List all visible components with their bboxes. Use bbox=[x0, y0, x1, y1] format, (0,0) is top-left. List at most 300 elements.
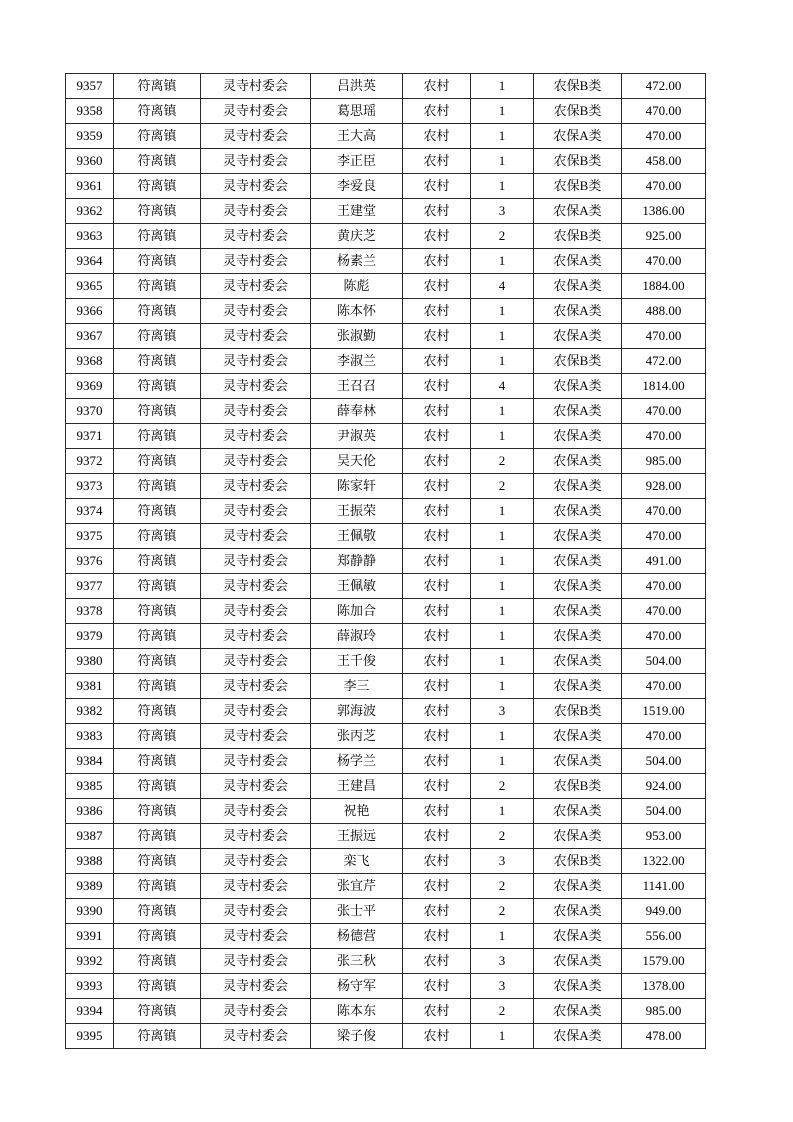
person-count-cell: 1 bbox=[471, 349, 534, 374]
insurance-category-cell: 农保A类 bbox=[534, 624, 622, 649]
amount-cell: 470.00 bbox=[622, 499, 706, 524]
household-type-cell: 农村 bbox=[403, 449, 471, 474]
serial-cell: 9365 bbox=[66, 274, 114, 299]
table-row bbox=[66, 249, 706, 274]
amount-cell: 928.00 bbox=[622, 474, 706, 499]
insurance-category-cell: 农保B类 bbox=[534, 224, 622, 249]
serial-cell: 9364 bbox=[66, 249, 114, 274]
table-row bbox=[66, 574, 706, 599]
village-cell: 灵寺村委会 bbox=[201, 974, 311, 999]
table-row bbox=[66, 549, 706, 574]
amount-cell: 488.00 bbox=[622, 299, 706, 324]
amount-cell: 470.00 bbox=[622, 124, 706, 149]
insurance-category-cell: 农保A类 bbox=[534, 724, 622, 749]
insurance-category-cell: 农保B类 bbox=[534, 699, 622, 724]
village-cell: 灵寺村委会 bbox=[201, 99, 311, 124]
table-row bbox=[66, 899, 706, 924]
insurance-category-cell: 农保A类 bbox=[534, 449, 622, 474]
household-type-cell: 农村 bbox=[403, 274, 471, 299]
serial-cell: 9377 bbox=[66, 574, 114, 599]
town-cell: 符离镇 bbox=[114, 749, 201, 774]
table-row bbox=[66, 474, 706, 499]
household-type-cell: 农村 bbox=[403, 999, 471, 1024]
serial-cell: 9392 bbox=[66, 949, 114, 974]
village-cell: 灵寺村委会 bbox=[201, 749, 311, 774]
person-count-cell: 1 bbox=[471, 424, 534, 449]
serial-cell: 9390 bbox=[66, 899, 114, 924]
name-cell: 王建昌 bbox=[311, 774, 403, 799]
town-cell: 符离镇 bbox=[114, 999, 201, 1024]
town-cell: 符离镇 bbox=[114, 174, 201, 199]
household-type-cell: 农村 bbox=[403, 124, 471, 149]
name-cell: 王振远 bbox=[311, 824, 403, 849]
serial-cell: 9369 bbox=[66, 374, 114, 399]
name-cell: 陈彪 bbox=[311, 274, 403, 299]
village-cell: 灵寺村委会 bbox=[201, 624, 311, 649]
town-cell: 符离镇 bbox=[114, 974, 201, 999]
name-cell: 张丙芝 bbox=[311, 724, 403, 749]
table-row bbox=[66, 824, 706, 849]
town-cell: 符离镇 bbox=[114, 824, 201, 849]
name-cell: 杨学兰 bbox=[311, 749, 403, 774]
household-type-cell: 农村 bbox=[403, 374, 471, 399]
table-row bbox=[66, 524, 706, 549]
table-row bbox=[66, 749, 706, 774]
insurance-category-cell: 农保B类 bbox=[534, 99, 622, 124]
village-cell: 灵寺村委会 bbox=[201, 274, 311, 299]
name-cell: 郑静静 bbox=[311, 549, 403, 574]
household-type-cell: 农村 bbox=[403, 574, 471, 599]
table-row bbox=[66, 299, 706, 324]
table-row bbox=[66, 274, 706, 299]
village-cell: 灵寺村委会 bbox=[201, 74, 311, 99]
amount-cell: 458.00 bbox=[622, 149, 706, 174]
person-count-cell: 3 bbox=[471, 949, 534, 974]
person-count-cell: 1 bbox=[471, 74, 534, 99]
person-count-cell: 3 bbox=[471, 699, 534, 724]
person-count-cell: 1 bbox=[471, 724, 534, 749]
table-row bbox=[66, 774, 706, 799]
amount-cell: 1378.00 bbox=[622, 974, 706, 999]
village-cell: 灵寺村委会 bbox=[201, 374, 311, 399]
table-row bbox=[66, 849, 706, 874]
insurance-category-cell: 农保B类 bbox=[534, 349, 622, 374]
serial-cell: 9391 bbox=[66, 924, 114, 949]
household-type-cell: 农村 bbox=[403, 474, 471, 499]
town-cell: 符离镇 bbox=[114, 499, 201, 524]
person-count-cell: 4 bbox=[471, 374, 534, 399]
household-type-cell: 农村 bbox=[403, 524, 471, 549]
insurance-category-cell: 农保A类 bbox=[534, 674, 622, 699]
amount-cell: 478.00 bbox=[622, 1024, 706, 1049]
table-row bbox=[66, 374, 706, 399]
village-cell: 灵寺村委会 bbox=[201, 924, 311, 949]
village-cell: 灵寺村委会 bbox=[201, 724, 311, 749]
serial-cell: 9374 bbox=[66, 499, 114, 524]
person-count-cell: 1 bbox=[471, 299, 534, 324]
person-count-cell: 1 bbox=[471, 799, 534, 824]
table-row bbox=[66, 399, 706, 424]
serial-cell: 9385 bbox=[66, 774, 114, 799]
town-cell: 符离镇 bbox=[114, 774, 201, 799]
town-cell: 符离镇 bbox=[114, 224, 201, 249]
amount-cell: 470.00 bbox=[622, 674, 706, 699]
person-count-cell: 1 bbox=[471, 599, 534, 624]
village-cell: 灵寺村委会 bbox=[201, 524, 311, 549]
insurance-category-cell: 农保A类 bbox=[534, 249, 622, 274]
name-cell: 王佩敏 bbox=[311, 574, 403, 599]
insurance-category-cell: 农保A类 bbox=[534, 299, 622, 324]
amount-cell: 556.00 bbox=[622, 924, 706, 949]
town-cell: 符离镇 bbox=[114, 924, 201, 949]
household-type-cell: 农村 bbox=[403, 749, 471, 774]
table-row bbox=[66, 724, 706, 749]
household-type-cell: 农村 bbox=[403, 549, 471, 574]
amount-cell: 470.00 bbox=[622, 324, 706, 349]
serial-cell: 9378 bbox=[66, 599, 114, 624]
name-cell: 王千俊 bbox=[311, 649, 403, 674]
table-row bbox=[66, 424, 706, 449]
table-row bbox=[66, 99, 706, 124]
person-count-cell: 4 bbox=[471, 274, 534, 299]
table-row bbox=[66, 699, 706, 724]
village-cell: 灵寺村委会 bbox=[201, 699, 311, 724]
amount-cell: 1519.00 bbox=[622, 699, 706, 724]
town-cell: 符离镇 bbox=[114, 374, 201, 399]
village-cell: 灵寺村委会 bbox=[201, 874, 311, 899]
insurance-category-cell: 农保A类 bbox=[534, 199, 622, 224]
insurance-category-cell: 农保A类 bbox=[534, 549, 622, 574]
village-cell: 灵寺村委会 bbox=[201, 149, 311, 174]
serial-cell: 9394 bbox=[66, 999, 114, 1024]
household-type-cell: 农村 bbox=[403, 899, 471, 924]
serial-cell: 9357 bbox=[66, 74, 114, 99]
person-count-cell: 1 bbox=[471, 249, 534, 274]
amount-cell: 470.00 bbox=[622, 424, 706, 449]
amount-cell: 1579.00 bbox=[622, 949, 706, 974]
name-cell: 梁子俊 bbox=[311, 1024, 403, 1049]
table-body bbox=[66, 74, 706, 1049]
person-count-cell: 1 bbox=[471, 924, 534, 949]
serial-cell: 9366 bbox=[66, 299, 114, 324]
insurance-category-cell: 农保A类 bbox=[534, 1024, 622, 1049]
household-type-cell: 农村 bbox=[403, 349, 471, 374]
town-cell: 符离镇 bbox=[114, 399, 201, 424]
amount-cell: 470.00 bbox=[622, 249, 706, 274]
town-cell: 符离镇 bbox=[114, 74, 201, 99]
name-cell: 王佩敬 bbox=[311, 524, 403, 549]
amount-cell: 470.00 bbox=[622, 99, 706, 124]
serial-cell: 9370 bbox=[66, 399, 114, 424]
insurance-category-cell: 农保A类 bbox=[534, 949, 622, 974]
person-count-cell: 2 bbox=[471, 999, 534, 1024]
amount-cell: 472.00 bbox=[622, 74, 706, 99]
household-type-cell: 农村 bbox=[403, 399, 471, 424]
insurance-category-cell: 农保A类 bbox=[534, 399, 622, 424]
village-cell: 灵寺村委会 bbox=[201, 824, 311, 849]
serial-cell: 9373 bbox=[66, 474, 114, 499]
serial-cell: 9393 bbox=[66, 974, 114, 999]
insurance-category-cell: 农保A类 bbox=[534, 974, 622, 999]
name-cell: 薛淑玲 bbox=[311, 624, 403, 649]
village-cell: 灵寺村委会 bbox=[201, 999, 311, 1024]
town-cell: 符离镇 bbox=[114, 349, 201, 374]
table-row bbox=[66, 199, 706, 224]
person-count-cell: 1 bbox=[471, 649, 534, 674]
name-cell: 陈家轩 bbox=[311, 474, 403, 499]
insurance-category-cell: 农保A类 bbox=[534, 374, 622, 399]
serial-cell: 9375 bbox=[66, 524, 114, 549]
insurance-category-cell: 农保A类 bbox=[534, 899, 622, 924]
person-count-cell: 2 bbox=[471, 899, 534, 924]
data-table bbox=[65, 73, 706, 1049]
amount-cell: 504.00 bbox=[622, 649, 706, 674]
village-cell: 灵寺村委会 bbox=[201, 599, 311, 624]
amount-cell: 1814.00 bbox=[622, 374, 706, 399]
insurance-category-cell: 农保A类 bbox=[534, 324, 622, 349]
household-type-cell: 农村 bbox=[403, 599, 471, 624]
town-cell: 符离镇 bbox=[114, 649, 201, 674]
amount-cell: 470.00 bbox=[622, 624, 706, 649]
household-type-cell: 农村 bbox=[403, 724, 471, 749]
amount-cell: 470.00 bbox=[622, 174, 706, 199]
name-cell: 郭海波 bbox=[311, 699, 403, 724]
insurance-category-cell: 农保A类 bbox=[534, 824, 622, 849]
town-cell: 符离镇 bbox=[114, 624, 201, 649]
town-cell: 符离镇 bbox=[114, 549, 201, 574]
insurance-category-cell: 农保B类 bbox=[534, 774, 622, 799]
amount-cell: 1884.00 bbox=[622, 274, 706, 299]
insurance-category-cell: 农保A类 bbox=[534, 999, 622, 1024]
town-cell: 符离镇 bbox=[114, 899, 201, 924]
name-cell: 张宜芹 bbox=[311, 874, 403, 899]
insurance-category-cell: 农保A类 bbox=[534, 749, 622, 774]
village-cell: 灵寺村委会 bbox=[201, 949, 311, 974]
name-cell: 栾飞 bbox=[311, 849, 403, 874]
table-row bbox=[66, 599, 706, 624]
amount-cell: 470.00 bbox=[622, 599, 706, 624]
town-cell: 符离镇 bbox=[114, 599, 201, 624]
household-type-cell: 农村 bbox=[403, 174, 471, 199]
serial-cell: 9389 bbox=[66, 874, 114, 899]
insurance-category-cell: 农保A类 bbox=[534, 924, 622, 949]
household-type-cell: 农村 bbox=[403, 699, 471, 724]
village-cell: 灵寺村委会 bbox=[201, 174, 311, 199]
town-cell: 符离镇 bbox=[114, 949, 201, 974]
household-type-cell: 农村 bbox=[403, 99, 471, 124]
serial-cell: 9384 bbox=[66, 749, 114, 774]
household-type-cell: 农村 bbox=[403, 149, 471, 174]
name-cell: 吴天伦 bbox=[311, 449, 403, 474]
amount-cell: 470.00 bbox=[622, 524, 706, 549]
person-count-cell: 3 bbox=[471, 974, 534, 999]
person-count-cell: 2 bbox=[471, 774, 534, 799]
name-cell: 杨德营 bbox=[311, 924, 403, 949]
serial-cell: 9381 bbox=[66, 674, 114, 699]
person-count-cell: 1 bbox=[471, 149, 534, 174]
person-count-cell: 2 bbox=[471, 874, 534, 899]
village-cell: 灵寺村委会 bbox=[201, 199, 311, 224]
village-cell: 灵寺村委会 bbox=[201, 849, 311, 874]
name-cell: 张士平 bbox=[311, 899, 403, 924]
name-cell: 祝艳 bbox=[311, 799, 403, 824]
person-count-cell: 3 bbox=[471, 199, 534, 224]
table-row bbox=[66, 649, 706, 674]
household-type-cell: 农村 bbox=[403, 649, 471, 674]
town-cell: 符离镇 bbox=[114, 699, 201, 724]
table-row bbox=[66, 324, 706, 349]
household-type-cell: 农村 bbox=[403, 824, 471, 849]
household-type-cell: 农村 bbox=[403, 1024, 471, 1049]
household-type-cell: 农村 bbox=[403, 924, 471, 949]
person-count-cell: 1 bbox=[471, 399, 534, 424]
household-type-cell: 农村 bbox=[403, 299, 471, 324]
insurance-category-cell: 农保A类 bbox=[534, 274, 622, 299]
serial-cell: 9386 bbox=[66, 799, 114, 824]
serial-cell: 9368 bbox=[66, 349, 114, 374]
household-type-cell: 农村 bbox=[403, 674, 471, 699]
town-cell: 符离镇 bbox=[114, 199, 201, 224]
village-cell: 灵寺村委会 bbox=[201, 899, 311, 924]
table-row bbox=[66, 624, 706, 649]
amount-cell: 953.00 bbox=[622, 824, 706, 849]
town-cell: 符离镇 bbox=[114, 849, 201, 874]
village-cell: 灵寺村委会 bbox=[201, 424, 311, 449]
person-count-cell: 1 bbox=[471, 324, 534, 349]
amount-cell: 504.00 bbox=[622, 749, 706, 774]
amount-cell: 470.00 bbox=[622, 399, 706, 424]
village-cell: 灵寺村委会 bbox=[201, 349, 311, 374]
serial-cell: 9360 bbox=[66, 149, 114, 174]
name-cell: 杨素兰 bbox=[311, 249, 403, 274]
person-count-cell: 1 bbox=[471, 124, 534, 149]
amount-cell: 504.00 bbox=[622, 799, 706, 824]
insurance-category-cell: 农保B类 bbox=[534, 849, 622, 874]
serial-cell: 9382 bbox=[66, 699, 114, 724]
household-type-cell: 农村 bbox=[403, 949, 471, 974]
household-type-cell: 农村 bbox=[403, 874, 471, 899]
name-cell: 李爱良 bbox=[311, 174, 403, 199]
amount-cell: 470.00 bbox=[622, 574, 706, 599]
household-type-cell: 农村 bbox=[403, 624, 471, 649]
table-row bbox=[66, 349, 706, 374]
serial-cell: 9376 bbox=[66, 549, 114, 574]
village-cell: 灵寺村委会 bbox=[201, 249, 311, 274]
insurance-category-cell: 农保B类 bbox=[534, 174, 622, 199]
village-cell: 灵寺村委会 bbox=[201, 799, 311, 824]
insurance-category-cell: 农保A类 bbox=[534, 499, 622, 524]
name-cell: 李淑兰 bbox=[311, 349, 403, 374]
town-cell: 符离镇 bbox=[114, 724, 201, 749]
table-row bbox=[66, 874, 706, 899]
person-count-cell: 1 bbox=[471, 574, 534, 599]
name-cell: 葛思瑶 bbox=[311, 99, 403, 124]
serial-cell: 9371 bbox=[66, 424, 114, 449]
name-cell: 李三 bbox=[311, 674, 403, 699]
household-type-cell: 农村 bbox=[403, 849, 471, 874]
insurance-category-cell: 农保A类 bbox=[534, 649, 622, 674]
insurance-category-cell: 农保A类 bbox=[534, 599, 622, 624]
serial-cell: 9388 bbox=[66, 849, 114, 874]
name-cell: 李正臣 bbox=[311, 149, 403, 174]
name-cell: 陈本东 bbox=[311, 999, 403, 1024]
table-row bbox=[66, 1024, 706, 1049]
person-count-cell: 2 bbox=[471, 224, 534, 249]
person-count-cell: 1 bbox=[471, 674, 534, 699]
amount-cell: 1141.00 bbox=[622, 874, 706, 899]
town-cell: 符离镇 bbox=[114, 524, 201, 549]
town-cell: 符离镇 bbox=[114, 99, 201, 124]
amount-cell: 985.00 bbox=[622, 999, 706, 1024]
name-cell: 张淑勤 bbox=[311, 324, 403, 349]
person-count-cell: 3 bbox=[471, 849, 534, 874]
town-cell: 符离镇 bbox=[114, 249, 201, 274]
name-cell: 王大高 bbox=[311, 124, 403, 149]
serial-cell: 9383 bbox=[66, 724, 114, 749]
person-count-cell: 1 bbox=[471, 499, 534, 524]
household-type-cell: 农村 bbox=[403, 74, 471, 99]
table-row bbox=[66, 224, 706, 249]
name-cell: 吕洪英 bbox=[311, 74, 403, 99]
household-type-cell: 农村 bbox=[403, 324, 471, 349]
person-count-cell: 2 bbox=[471, 824, 534, 849]
town-cell: 符离镇 bbox=[114, 324, 201, 349]
insurance-category-cell: 农保B类 bbox=[534, 149, 622, 174]
serial-cell: 9395 bbox=[66, 1024, 114, 1049]
insurance-category-cell: 农保A类 bbox=[534, 424, 622, 449]
amount-cell: 925.00 bbox=[622, 224, 706, 249]
table-row bbox=[66, 124, 706, 149]
serial-cell: 9363 bbox=[66, 224, 114, 249]
household-type-cell: 农村 bbox=[403, 199, 471, 224]
person-count-cell: 1 bbox=[471, 624, 534, 649]
table-row bbox=[66, 674, 706, 699]
insurance-category-cell: 农保B类 bbox=[534, 74, 622, 99]
village-cell: 灵寺村委会 bbox=[201, 574, 311, 599]
household-type-cell: 农村 bbox=[403, 974, 471, 999]
household-type-cell: 农村 bbox=[403, 249, 471, 274]
name-cell: 王召召 bbox=[311, 374, 403, 399]
name-cell: 张三秋 bbox=[311, 949, 403, 974]
insurance-category-cell: 农保A类 bbox=[534, 874, 622, 899]
serial-cell: 9387 bbox=[66, 824, 114, 849]
town-cell: 符离镇 bbox=[114, 799, 201, 824]
household-type-cell: 农村 bbox=[403, 799, 471, 824]
amount-cell: 949.00 bbox=[622, 899, 706, 924]
town-cell: 符离镇 bbox=[114, 149, 201, 174]
person-count-cell: 1 bbox=[471, 749, 534, 774]
serial-cell: 9358 bbox=[66, 99, 114, 124]
town-cell: 符离镇 bbox=[114, 674, 201, 699]
town-cell: 符离镇 bbox=[114, 874, 201, 899]
village-cell: 灵寺村委会 bbox=[201, 124, 311, 149]
town-cell: 符离镇 bbox=[114, 124, 201, 149]
table-row bbox=[66, 74, 706, 99]
household-type-cell: 农村 bbox=[403, 774, 471, 799]
household-type-cell: 农村 bbox=[403, 499, 471, 524]
town-cell: 符离镇 bbox=[114, 574, 201, 599]
village-cell: 灵寺村委会 bbox=[201, 774, 311, 799]
town-cell: 符离镇 bbox=[114, 424, 201, 449]
serial-cell: 9359 bbox=[66, 124, 114, 149]
serial-cell: 9362 bbox=[66, 199, 114, 224]
person-count-cell: 1 bbox=[471, 1024, 534, 1049]
table-row bbox=[66, 799, 706, 824]
table-row bbox=[66, 149, 706, 174]
household-type-cell: 农村 bbox=[403, 424, 471, 449]
village-cell: 灵寺村委会 bbox=[201, 224, 311, 249]
amount-cell: 924.00 bbox=[622, 774, 706, 799]
